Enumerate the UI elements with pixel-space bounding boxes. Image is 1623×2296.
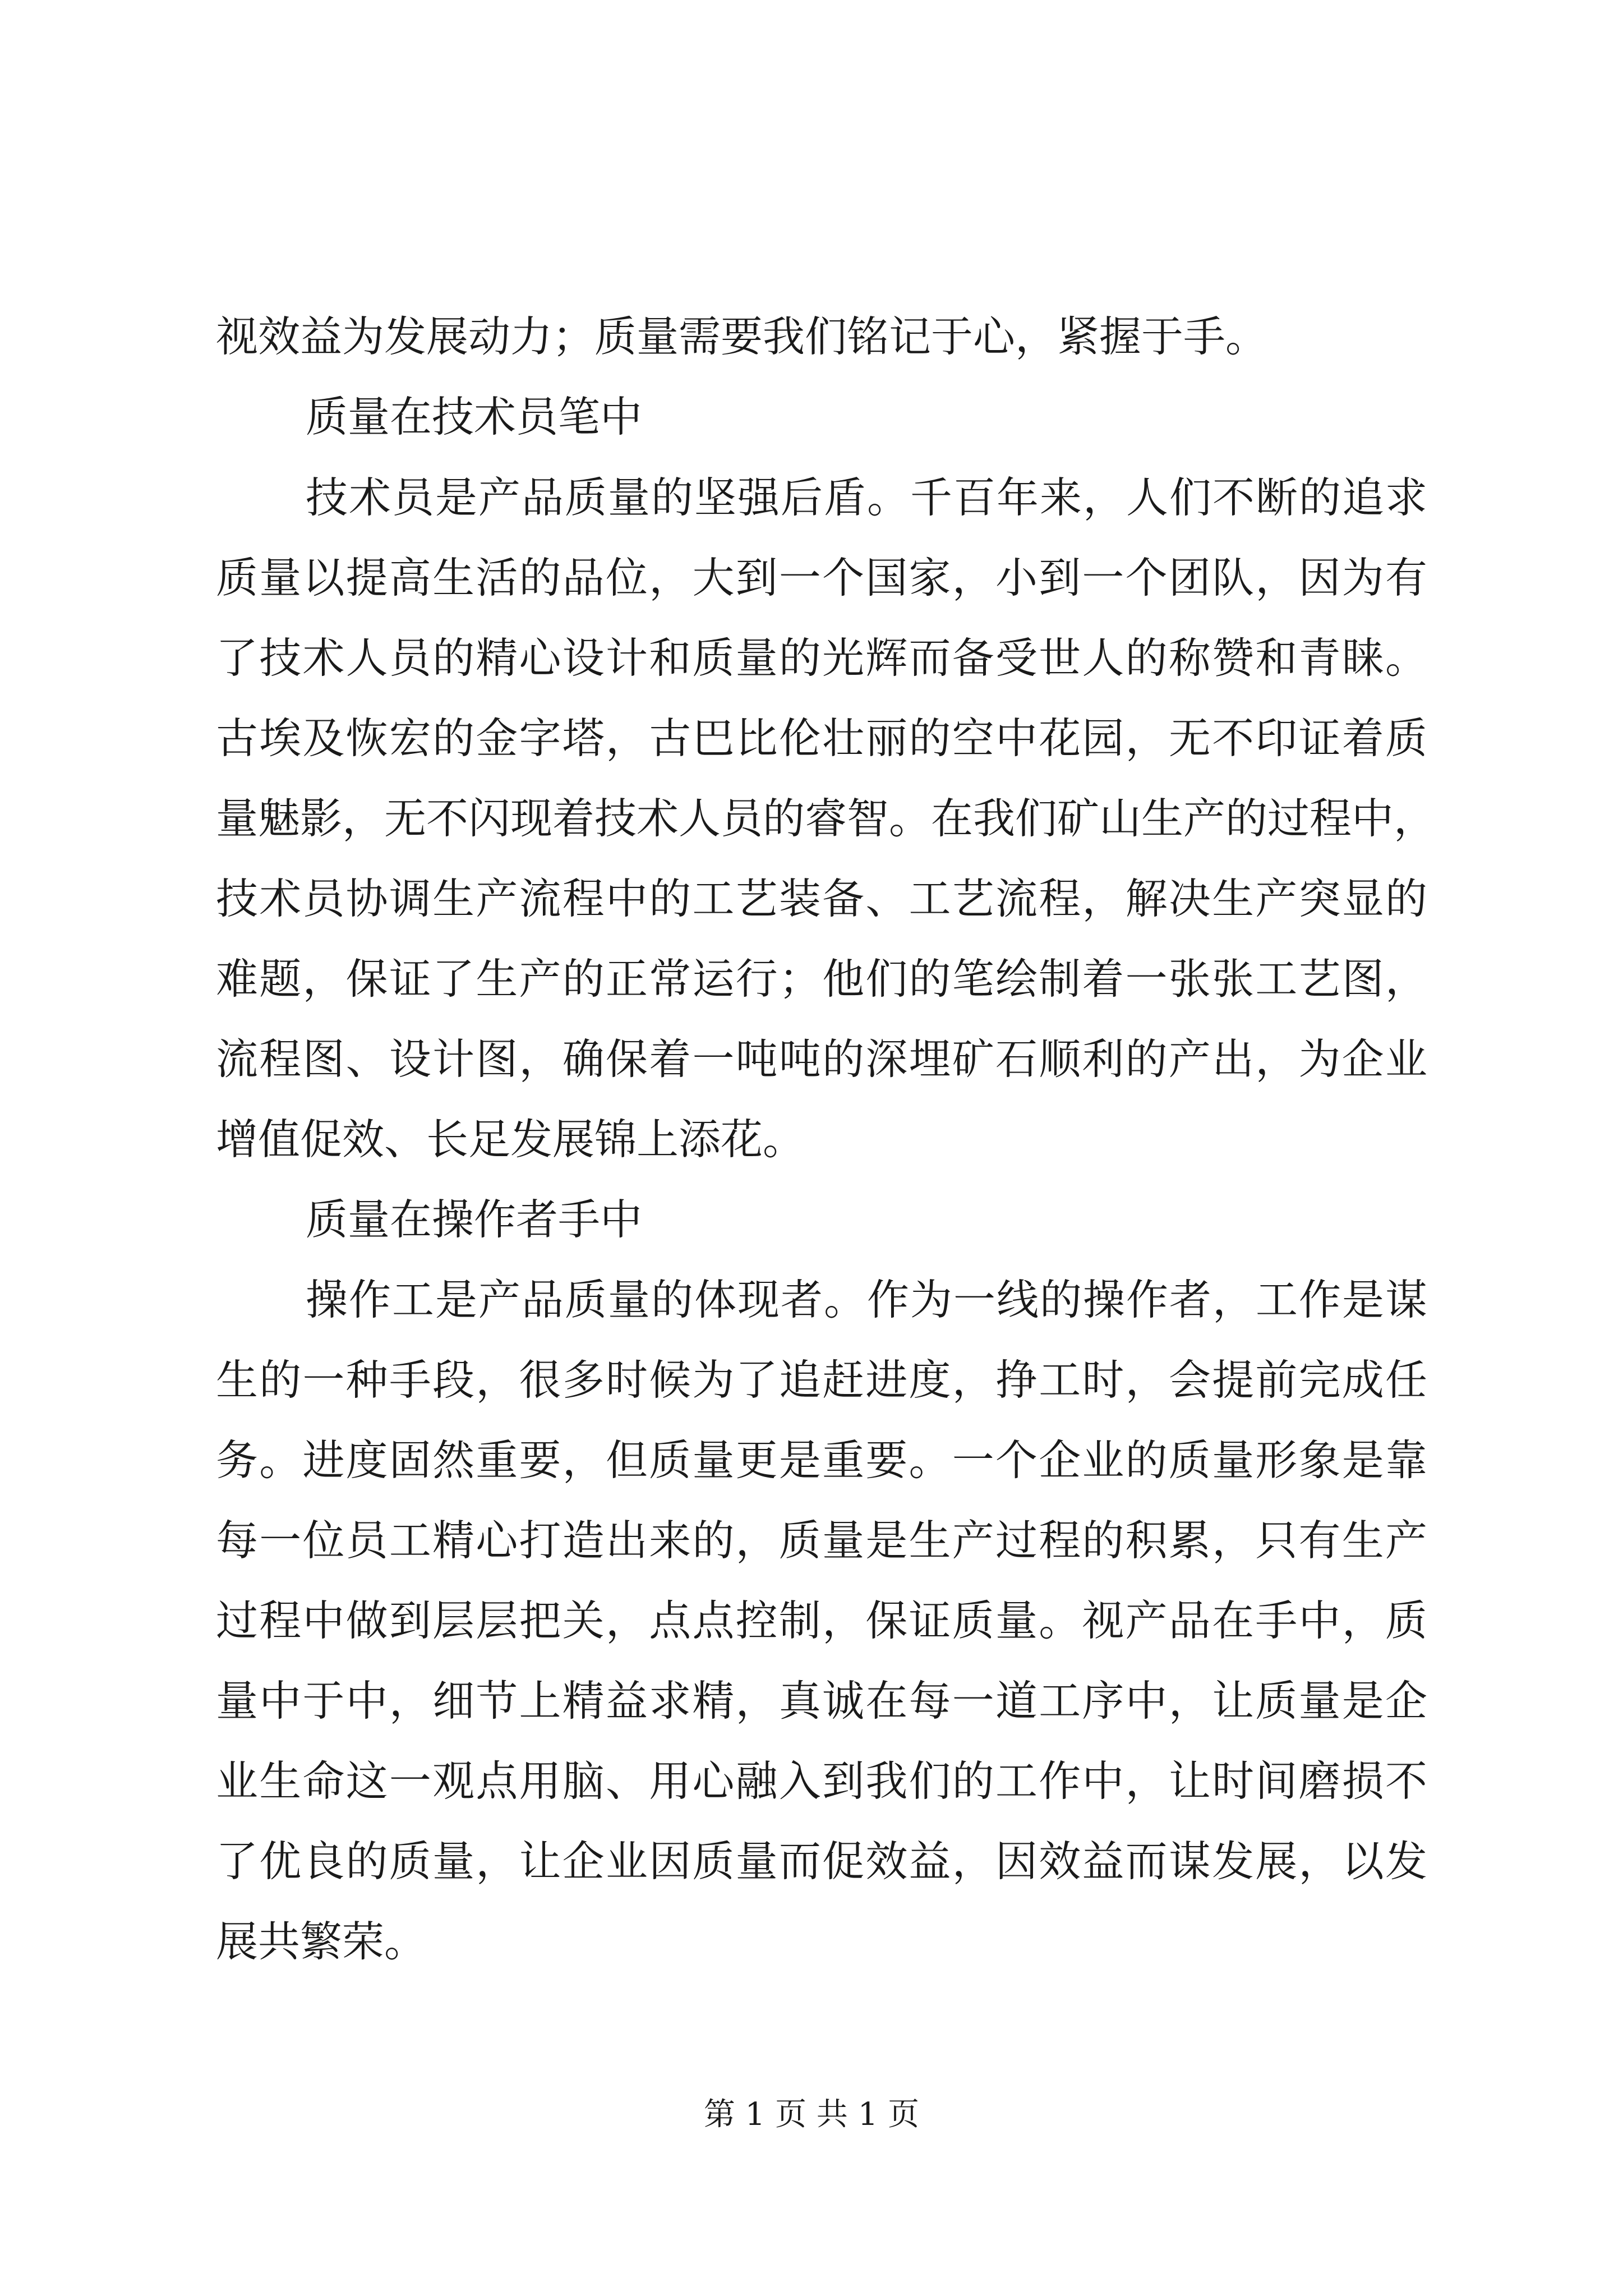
- paragraph-line: 古埃及恢宏的金字塔，古巴比伦壮丽的空中花园，无不印证着质: [216, 714, 1427, 763]
- paragraph-line: 过程中做到层层把关，点点控制，保证质量。视产品在手中，质: [216, 1596, 1427, 1645]
- paragraph-line: 量中于中，细节上精益求精，真诚在每一道工序中，让质量是企: [216, 1676, 1427, 1726]
- paragraph-line: 操作工是产品质量的体现者。作为一线的操作者，工作是谋: [306, 1275, 1427, 1324]
- section-heading-technician: 质量在技术员笔中: [306, 392, 643, 441]
- paragraph-line: 技术员协调生产流程中的工艺装备、工艺流程，解决生产突显的: [216, 874, 1427, 923]
- paragraph-line: 展共繁荣。: [216, 1917, 427, 1966]
- paragraph-line: 增值促效、长足发展锦上添花。: [216, 1115, 805, 1164]
- paragraph-line: 每一位员工精心打造出来的，质量是生产过程的积累，只有生产: [216, 1516, 1427, 1565]
- section-heading-operator: 质量在操作者手中: [306, 1195, 643, 1244]
- paragraph-line: 流程图、设计图，确保着一吨吨的深埋矿石顺利的产出，为企业: [216, 1034, 1427, 1084]
- paragraph-line: 量魅影，无不闪现着技术人员的睿智。在我们矿山生产的过程中，: [216, 794, 1436, 843]
- paragraph-line: 了技术人员的精心设计和质量的光辉而备受世人的称赞和青睐。: [216, 633, 1427, 683]
- paragraph-line: 质量以提高生活的品位，大到一个国家，小到一个团队，因为有: [216, 553, 1427, 602]
- paragraph-line: 了优良的质量，让企业因质量而促效益，因效益而谋发展，以发: [216, 1837, 1427, 1886]
- paragraph-line: 务。进度固然重要，但质量更是重要。一个企业的质量形象是靠: [216, 1435, 1427, 1485]
- page-number-footer: 第 1 页 共 1 页: [703, 2096, 920, 2133]
- paragraph-line: 难题，保证了生产的正常运行；他们的笔绘制着一张张工艺图，: [216, 954, 1427, 1004]
- paragraph-line: 技术员是产品质量的坚强后盾。千百年来，人们不断的追求: [306, 473, 1427, 522]
- paragraph-line: 业生命这一观点用脑、用心融入到我们的工作中，让时间磨损不: [216, 1756, 1427, 1806]
- paragraph-line: 视效益为发展动力；质量需要我们铭记于心，紧握于手。: [216, 312, 1268, 361]
- paragraph-line: 生的一种手段，很多时候为了追赶进度，挣工时，会提前完成任: [216, 1355, 1427, 1405]
